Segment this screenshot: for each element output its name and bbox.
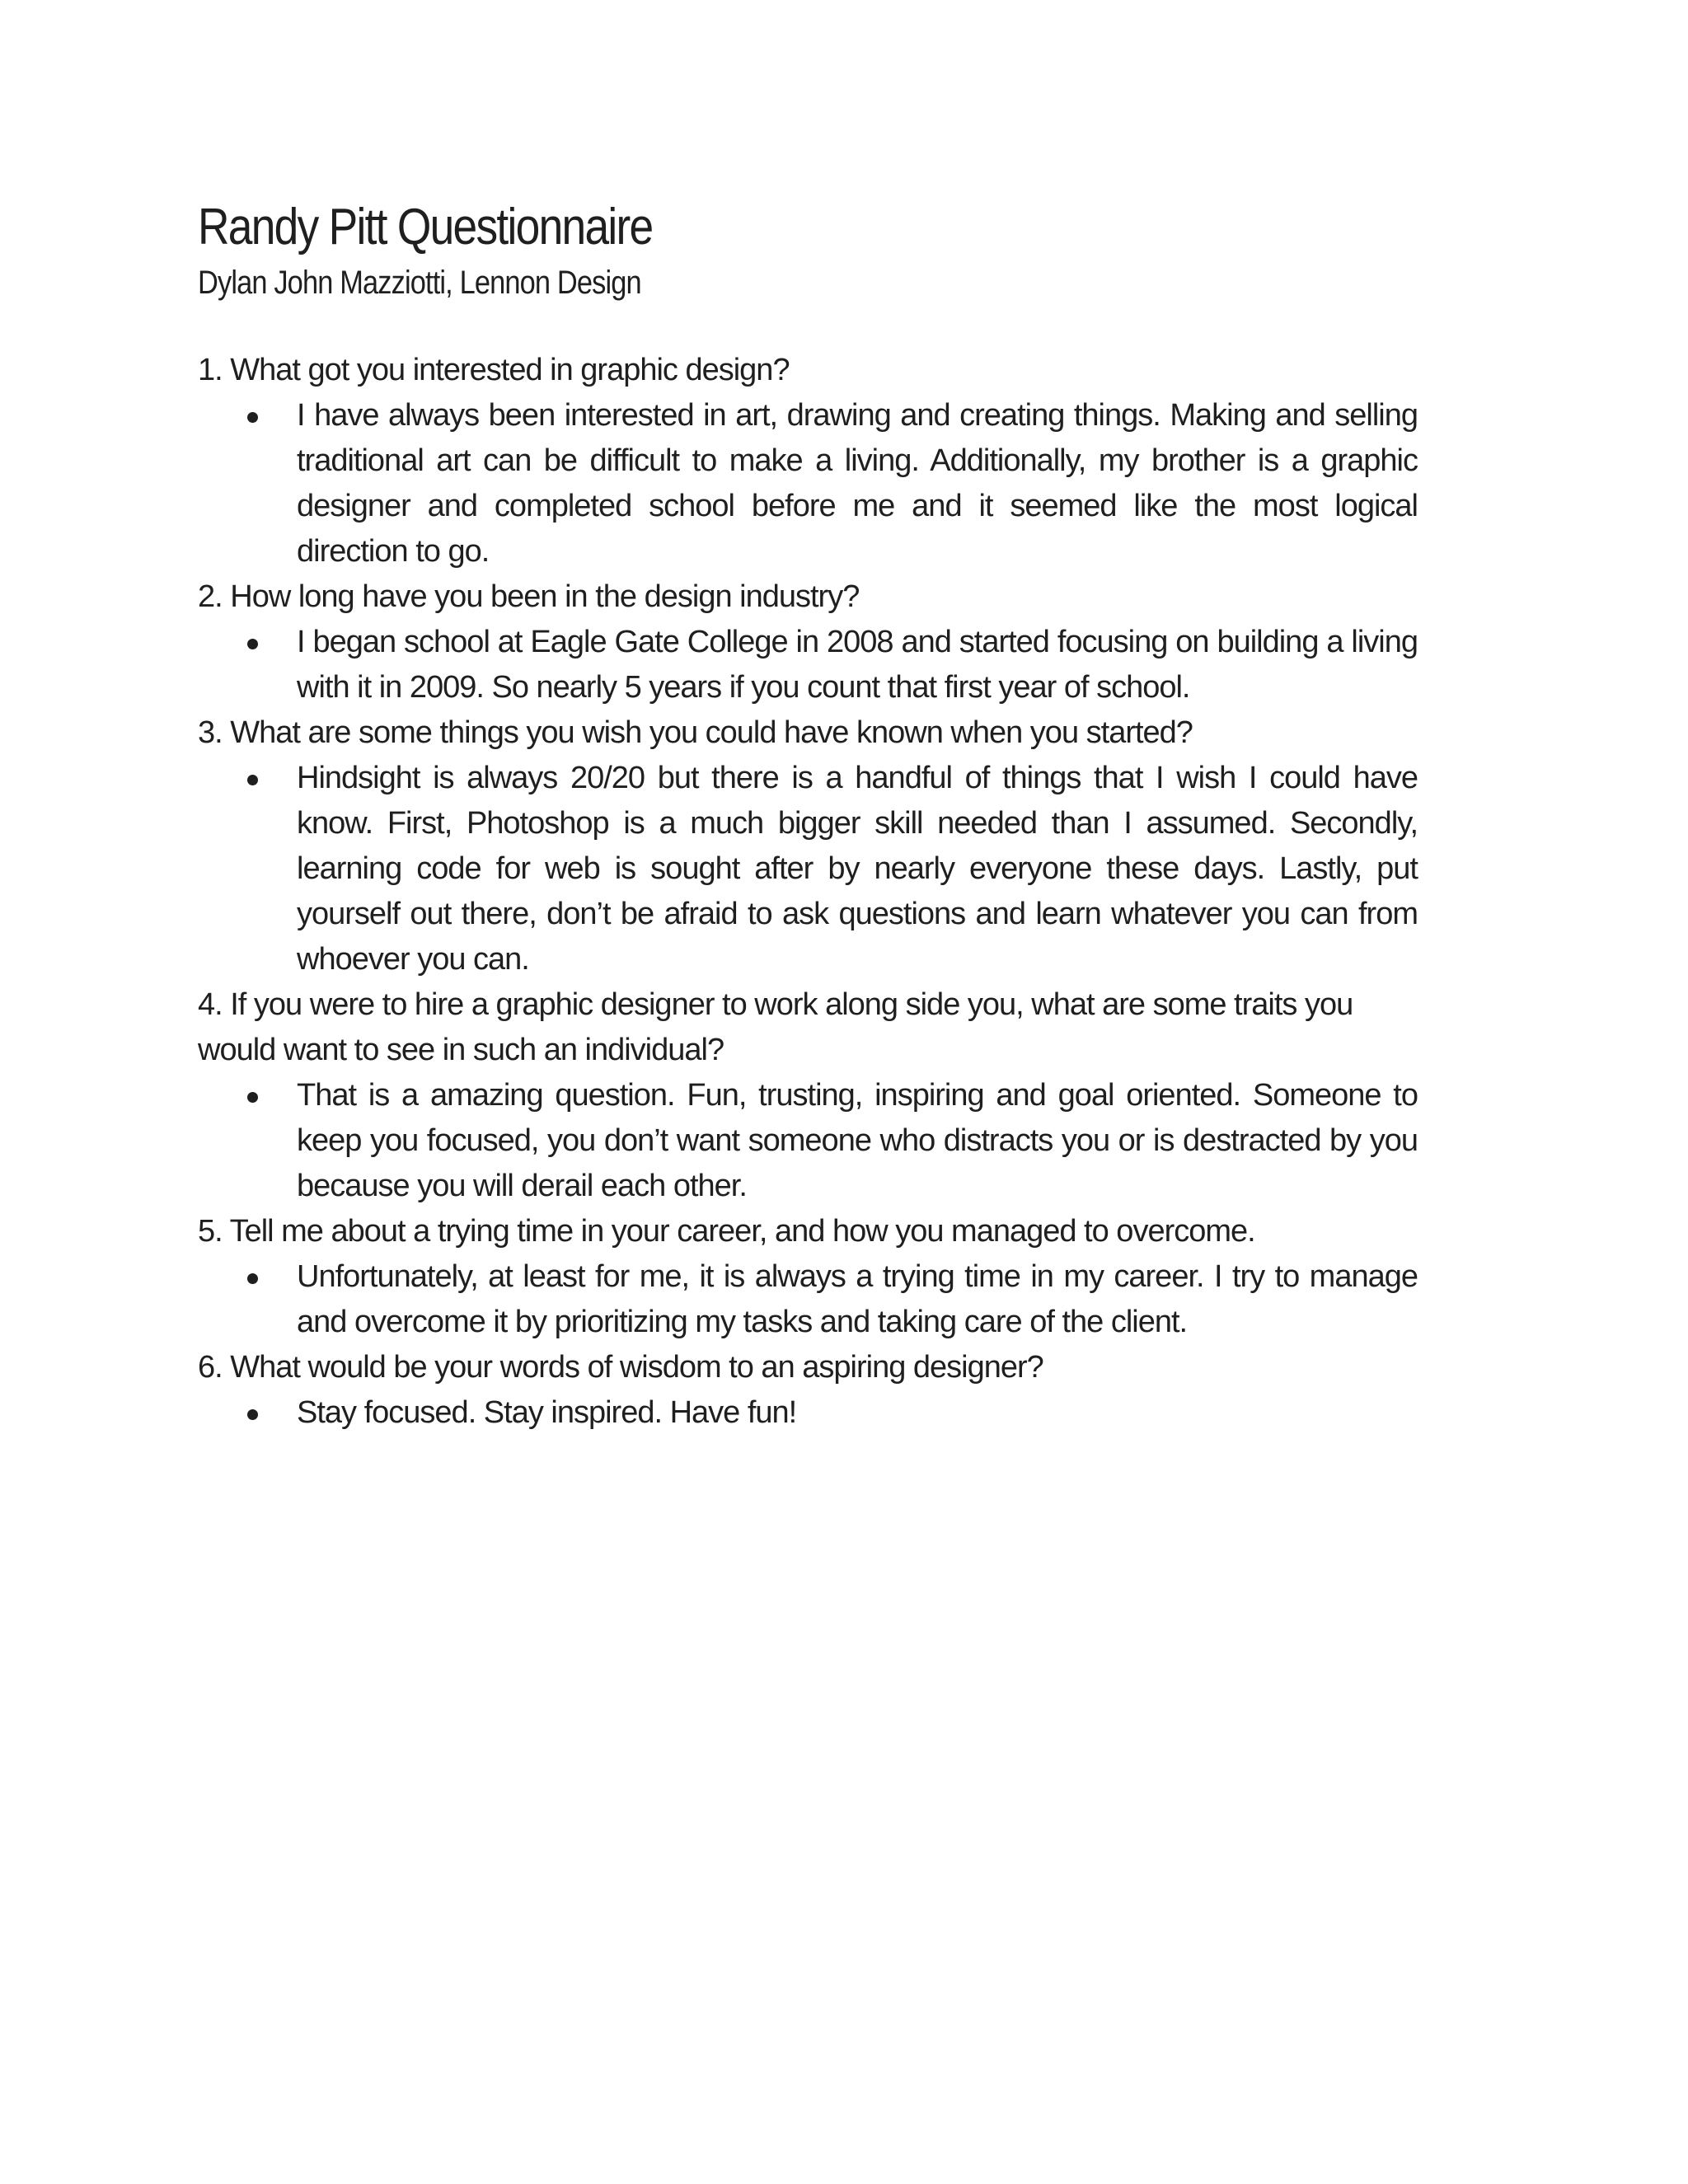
qa-item	[198, 982, 1418, 1209]
answer-text: Unfortunately, at least for me, it is always a trying time in my career. I try to manage and overcome it by prioritizing my tasks and taking care of the client.	[297, 1259, 1418, 1339]
answer-text: I have always been interested in art, drawing and creating things. Making and selling traditional art can be difficult to make a living. Additionally, my brother is a graphic designer and completed school before me and it seemed like the most logical direction to go.	[297, 398, 1418, 569]
answer-list	[198, 756, 1418, 982]
question-text: 3. What are some things you wish you could have known when you started?	[198, 715, 1193, 750]
question-text: 2. How long have you been in the design industry?	[198, 579, 860, 614]
answer-list	[198, 620, 1418, 710]
document-page	[198, 196, 1418, 1436]
answer-text: I began school at Eagle Gate College in 2008 and started focusing on building a living with it in 2009. So nearly 5 years if you count that first year of school.	[297, 625, 1418, 705]
answer-list	[198, 1390, 1418, 1436]
bullet-icon	[247, 775, 258, 785]
bullet-icon	[247, 639, 258, 649]
answer-list	[198, 1073, 1418, 1209]
bullet-icon	[247, 412, 258, 423]
qa-item	[198, 574, 1418, 710]
question-text: 6. What would be your words of wisdom to an aspiring designer?	[198, 1350, 1043, 1385]
document-title: Randy Pitt Questionnaire	[198, 199, 653, 255]
question-text: 1. What got you interested in graphic design?	[198, 353, 790, 387]
question-text: 4. If you were to hire a graphic designer to work along side you, what are some traits you would want to see in such an individual?	[198, 987, 1353, 1067]
answer-item	[297, 393, 1418, 574]
answer-item	[297, 620, 1418, 710]
answer-item	[297, 756, 1418, 982]
answer-item	[297, 1390, 1418, 1436]
qa-item	[198, 710, 1418, 982]
qa-item	[198, 348, 1418, 574]
answer-item	[297, 1073, 1418, 1209]
qa-item	[198, 1345, 1418, 1436]
answer-text: Stay focused. Stay inspired. Have fun!	[297, 1395, 797, 1430]
answer-list	[198, 1254, 1418, 1345]
answer-item	[297, 1254, 1418, 1345]
document-subtitle: Dylan John Mazziotti, Lennon Design	[198, 265, 641, 301]
answer-list	[198, 393, 1418, 574]
bullet-icon	[247, 1092, 258, 1103]
questionnaire-list	[198, 348, 1418, 1436]
question-text: 5. Tell me about a trying time in your career, and how you managed to overcome.	[198, 1214, 1255, 1249]
qa-item	[198, 1209, 1418, 1345]
bullet-icon	[247, 1409, 258, 1420]
answer-text: Hindsight is always 20/20 but there is a handful of things that I wish I could have know. First, Photoshop is a much bigger skill needed than I assumed. Secondly, learning code for web is sought after by nearly everyone these days. Lastly, put yourself out there, don’t be afraid to ask questions and learn whatever you can from whoever you can.	[297, 761, 1418, 977]
bullet-icon	[247, 1273, 258, 1284]
answer-text: That is a amazing question. Fun, trusting, inspiring and goal oriented. Someone to keep you focused, you don’t want someone who distracts you or is destracted by you because you will derail each other.	[297, 1078, 1418, 1203]
